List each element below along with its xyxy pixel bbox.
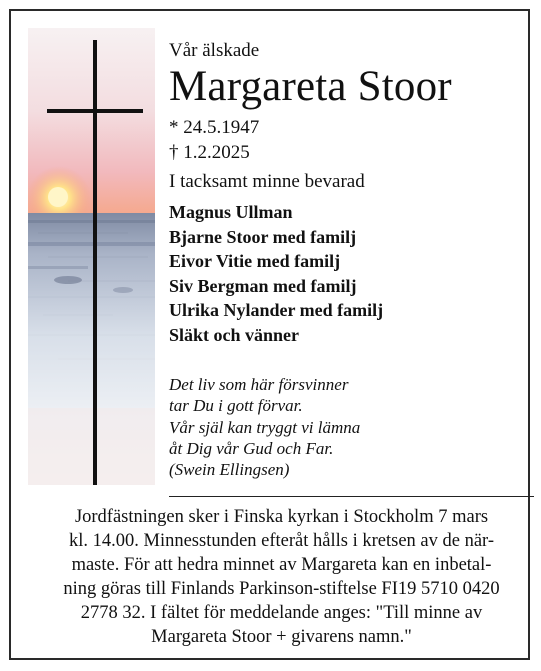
birth-date: * 24.5.1947 — [169, 117, 260, 138]
mourners-list — [169, 200, 383, 348]
mourner-name: Ulrika Nylander med familj — [169, 300, 384, 321]
poem-line: Vår själ kan tryggt vi lämna — [169, 417, 361, 437]
funeral-details — [31, 505, 532, 649]
funeral-text-line: 2778 32. I fältet för meddelande anges: "Till minne av — [80, 603, 483, 623]
mourner-name: Bjarne Stoor med familj — [169, 226, 357, 247]
sunset-icon — [48, 187, 68, 207]
deceased-name: Margareta Stoor — [169, 63, 452, 110]
mourner-name: Magnus Ullman — [169, 202, 293, 222]
poem-line: tar Du i gott förvar. — [169, 396, 303, 416]
funeral-text-line: Jordfästningen sker i Finska kyrkan i Stockholm 7 mars — [74, 507, 489, 527]
mourner-name: Siv Bergman med familj — [169, 275, 357, 296]
death-date: † 1.2.2025 — [169, 142, 250, 163]
mourner-name: Eivor Vitie med familj — [169, 251, 341, 272]
poem-attribution: (Swein Ellingsen) — [169, 460, 290, 480]
poem-line: åt Dig vår Gud och Far. — [169, 438, 334, 458]
obituary-notice — [9, 9, 530, 660]
intro-text: Vår älskade — [169, 40, 260, 61]
funeral-text-line: ning göras till Finlands Parkinson-stiftelse FI19 5710 0420 — [63, 579, 500, 599]
funeral-text-line: maste. För att hedra minnet av Margareta kan en inbetal- — [71, 555, 492, 575]
funeral-text-line: kl. 14.00. Minnesstunden efteråt hålls i kretsen av de när- — [68, 531, 494, 551]
section-divider — [169, 496, 534, 497]
memorial-poem — [169, 374, 360, 480]
mourner-name: Släkt och vänner — [169, 324, 300, 345]
poem-line: Det liv som här försvinner — [169, 375, 349, 394]
memory-line: I tacksamt minne bevarad — [169, 171, 365, 192]
funeral-text-line: Margareta Stoor + givarens namn." — [151, 627, 412, 647]
sunset-sea-image — [28, 28, 155, 485]
